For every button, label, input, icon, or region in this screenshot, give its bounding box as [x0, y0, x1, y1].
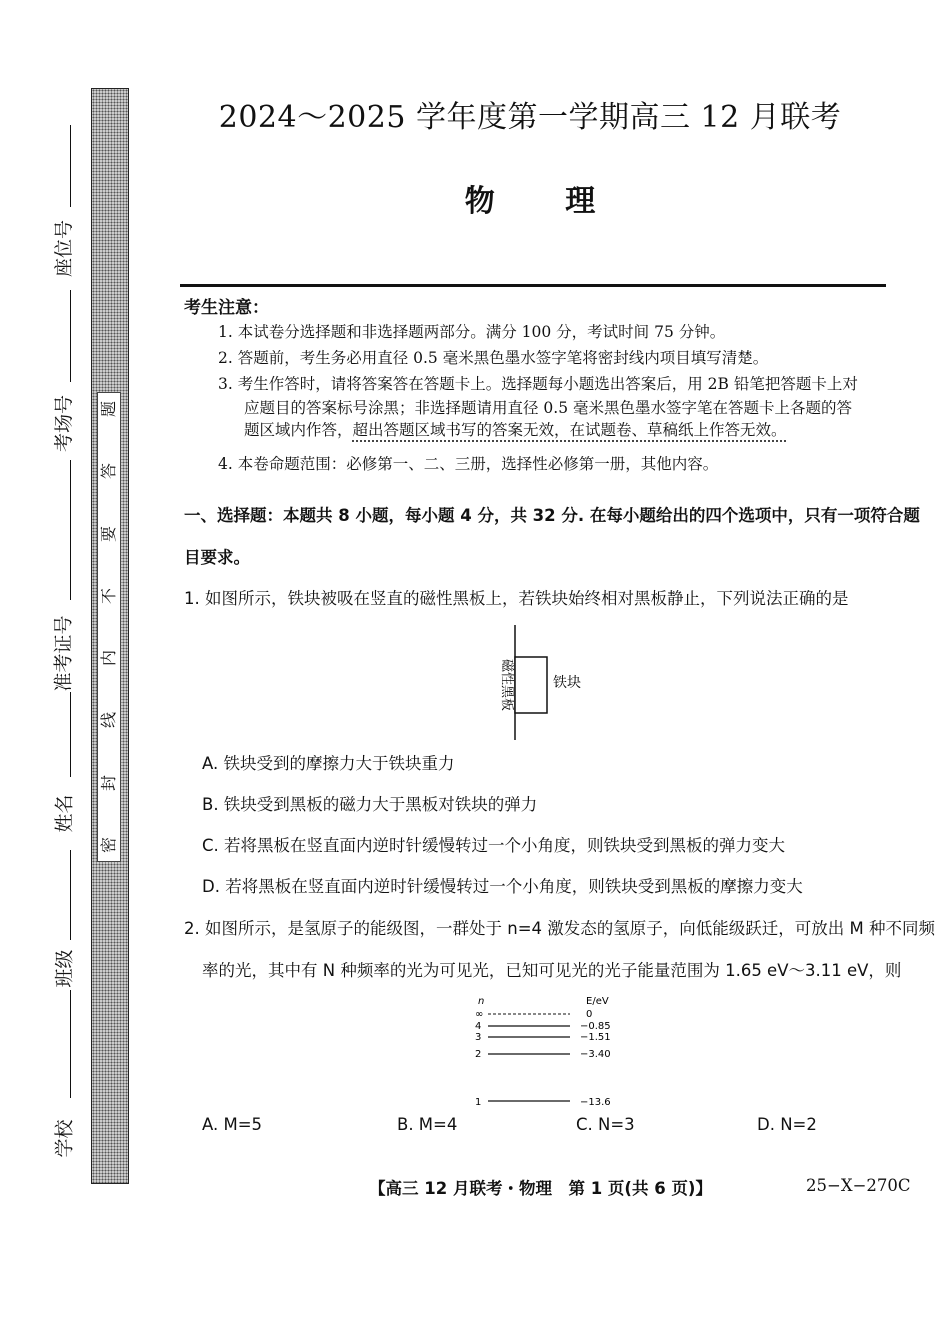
- notice-emphasis: 超出答题区域书写的答案无效，在试题卷、草稿纸上作答无效。: [352, 421, 787, 439]
- name-label: 姓名: [53, 794, 76, 833]
- seat-number-label: 座位号: [53, 219, 76, 278]
- seal-char: 内: [98, 650, 118, 667]
- energy-level-diagram: [470, 993, 630, 1113]
- level-4-n: 4: [475, 1021, 482, 1032]
- seal-char: 答: [98, 463, 118, 480]
- seat-number-line: [70, 125, 71, 207]
- n-axis-label: n: [478, 996, 485, 1007]
- exam-title: 2024～2025 学年度第一学期高三 12 月联考: [218, 100, 842, 135]
- q2-option-d: D. N=2: [757, 1115, 817, 1134]
- blackboard-label: 磁性黑板: [499, 658, 514, 712]
- notice-item-3-line3a: 题区域内作答，: [244, 421, 353, 439]
- exam-room-label: 考场号: [53, 394, 76, 453]
- level-3-n: 3: [475, 1032, 482, 1043]
- section-1-heading-cont: 目要求。: [184, 548, 250, 567]
- level-inf: [475, 1009, 592, 1020]
- iron-block: [515, 657, 547, 713]
- seal-char: 题: [98, 400, 118, 418]
- iron-block-label: 铁块: [553, 675, 581, 691]
- notice-item-3-line2: 应题目的答案标号涂黑；非选择题请用直径 0.5 毫米黑色墨水签字笔在答题卡上各题的答: [244, 399, 853, 417]
- q1-option-c: C. 若将黑板在竖直面内逆时针缓慢转过一个小角度，则铁块受到黑板的弹力变大: [202, 836, 786, 855]
- level-1-n: 1: [475, 1097, 482, 1108]
- class-line: [70, 850, 71, 940]
- energy-axis-label: E/eV: [586, 996, 609, 1007]
- notice-item-1: 1. 本试卷分选择题和非选择题两部分。满分 100 分，考试时间 75 分钟。: [218, 323, 726, 341]
- q2-option-c: C. N=3: [576, 1115, 635, 1134]
- level-1-e: −13.6: [580, 1097, 611, 1108]
- page-footer: 【高三 12 月联考・物理 第 1 页(共 6 页)】: [369, 1179, 712, 1198]
- seal-char: 要: [98, 525, 118, 542]
- class-label: 班级: [53, 949, 76, 988]
- notice-title: 考生注意：: [184, 298, 269, 318]
- q2-stem-line2: 率的光，其中有 N 种频率的光为可见光，已知可见光的光子能量范围为 1.65 eV～3.11 eV，则: [202, 961, 902, 980]
- q1-option-a: A. 铁块受到的摩擦力大于铁块重力: [202, 754, 455, 773]
- q1-option-d: D. 若将黑板在竖直面内逆时针缓慢转过一个小角度，则铁块受到黑板的摩擦力变大: [202, 877, 803, 896]
- level-4-e: −0.85: [580, 1021, 611, 1032]
- seal-char: 封: [98, 774, 118, 791]
- notice-item-4: 4. 本卷命题范围：必修第一、二、三册，选择性必修第一册，其他内容。: [218, 455, 719, 473]
- school-label: 学校: [53, 1119, 76, 1158]
- q1-stem: 1. 如图所示，铁块被吸在竖直的磁性黑板上，若铁块始终相对黑板静止，下列说法正确的是: [184, 589, 849, 608]
- level-3: [475, 1032, 611, 1043]
- level-3-e: −1.51: [580, 1032, 611, 1043]
- q1-option-b: B. 铁块受到黑板的磁力大于黑板对铁块的弹力: [202, 795, 538, 814]
- level-inf-e: 0: [586, 1009, 593, 1020]
- seal-char: 不: [98, 587, 118, 604]
- admission-number-label: 准考证号: [52, 615, 75, 692]
- q2-option-b: B. M=4: [397, 1115, 458, 1134]
- level-2-n: 2: [475, 1049, 482, 1060]
- subject-title: 物 理: [464, 184, 596, 219]
- name-line: [70, 692, 71, 777]
- level-inf-n: ∞: [475, 1009, 484, 1020]
- level-2-e: −3.40: [580, 1049, 611, 1060]
- section-1-heading: 一、选择题：本题共 8 小题，每小题 4 分，共 32 分. 在每小题给出的四个选项中，只有一项符合题: [184, 506, 920, 525]
- paper-code: 25−X−270C: [806, 1176, 911, 1195]
- level-4: [475, 1021, 611, 1032]
- notice-item-3-line1: 3. 考生作答时，请将答案答在答题卡上。选择题每小题选出答案后，用 2B 铅笔把答题卡上对: [218, 375, 858, 393]
- seal-notice: [97, 392, 121, 862]
- school-line: [70, 990, 71, 1098]
- q2-option-a: A. M=5: [202, 1115, 263, 1134]
- seal-char: 线: [98, 712, 118, 729]
- seal-char: 密: [98, 836, 118, 853]
- level-2: [475, 1049, 611, 1060]
- admission-number-line: [70, 460, 71, 600]
- notice-item-3-line3: [244, 418, 787, 440]
- notice-item-2: 2. 答题前，考生务必用直径 0.5 毫米黑色墨水签字笔将密封线内项目填写清楚。: [218, 349, 769, 367]
- q1-figure: [485, 620, 605, 745]
- header-rule: [180, 284, 886, 287]
- exam-room-line: [70, 290, 71, 382]
- level-1: [475, 1097, 611, 1108]
- q2-stem-line1: 2. 如图所示，是氢原子的能级图，一群处于 n=4 激发态的氢原子，向低能级跃迁，可放出 M 种不同频: [184, 919, 935, 938]
